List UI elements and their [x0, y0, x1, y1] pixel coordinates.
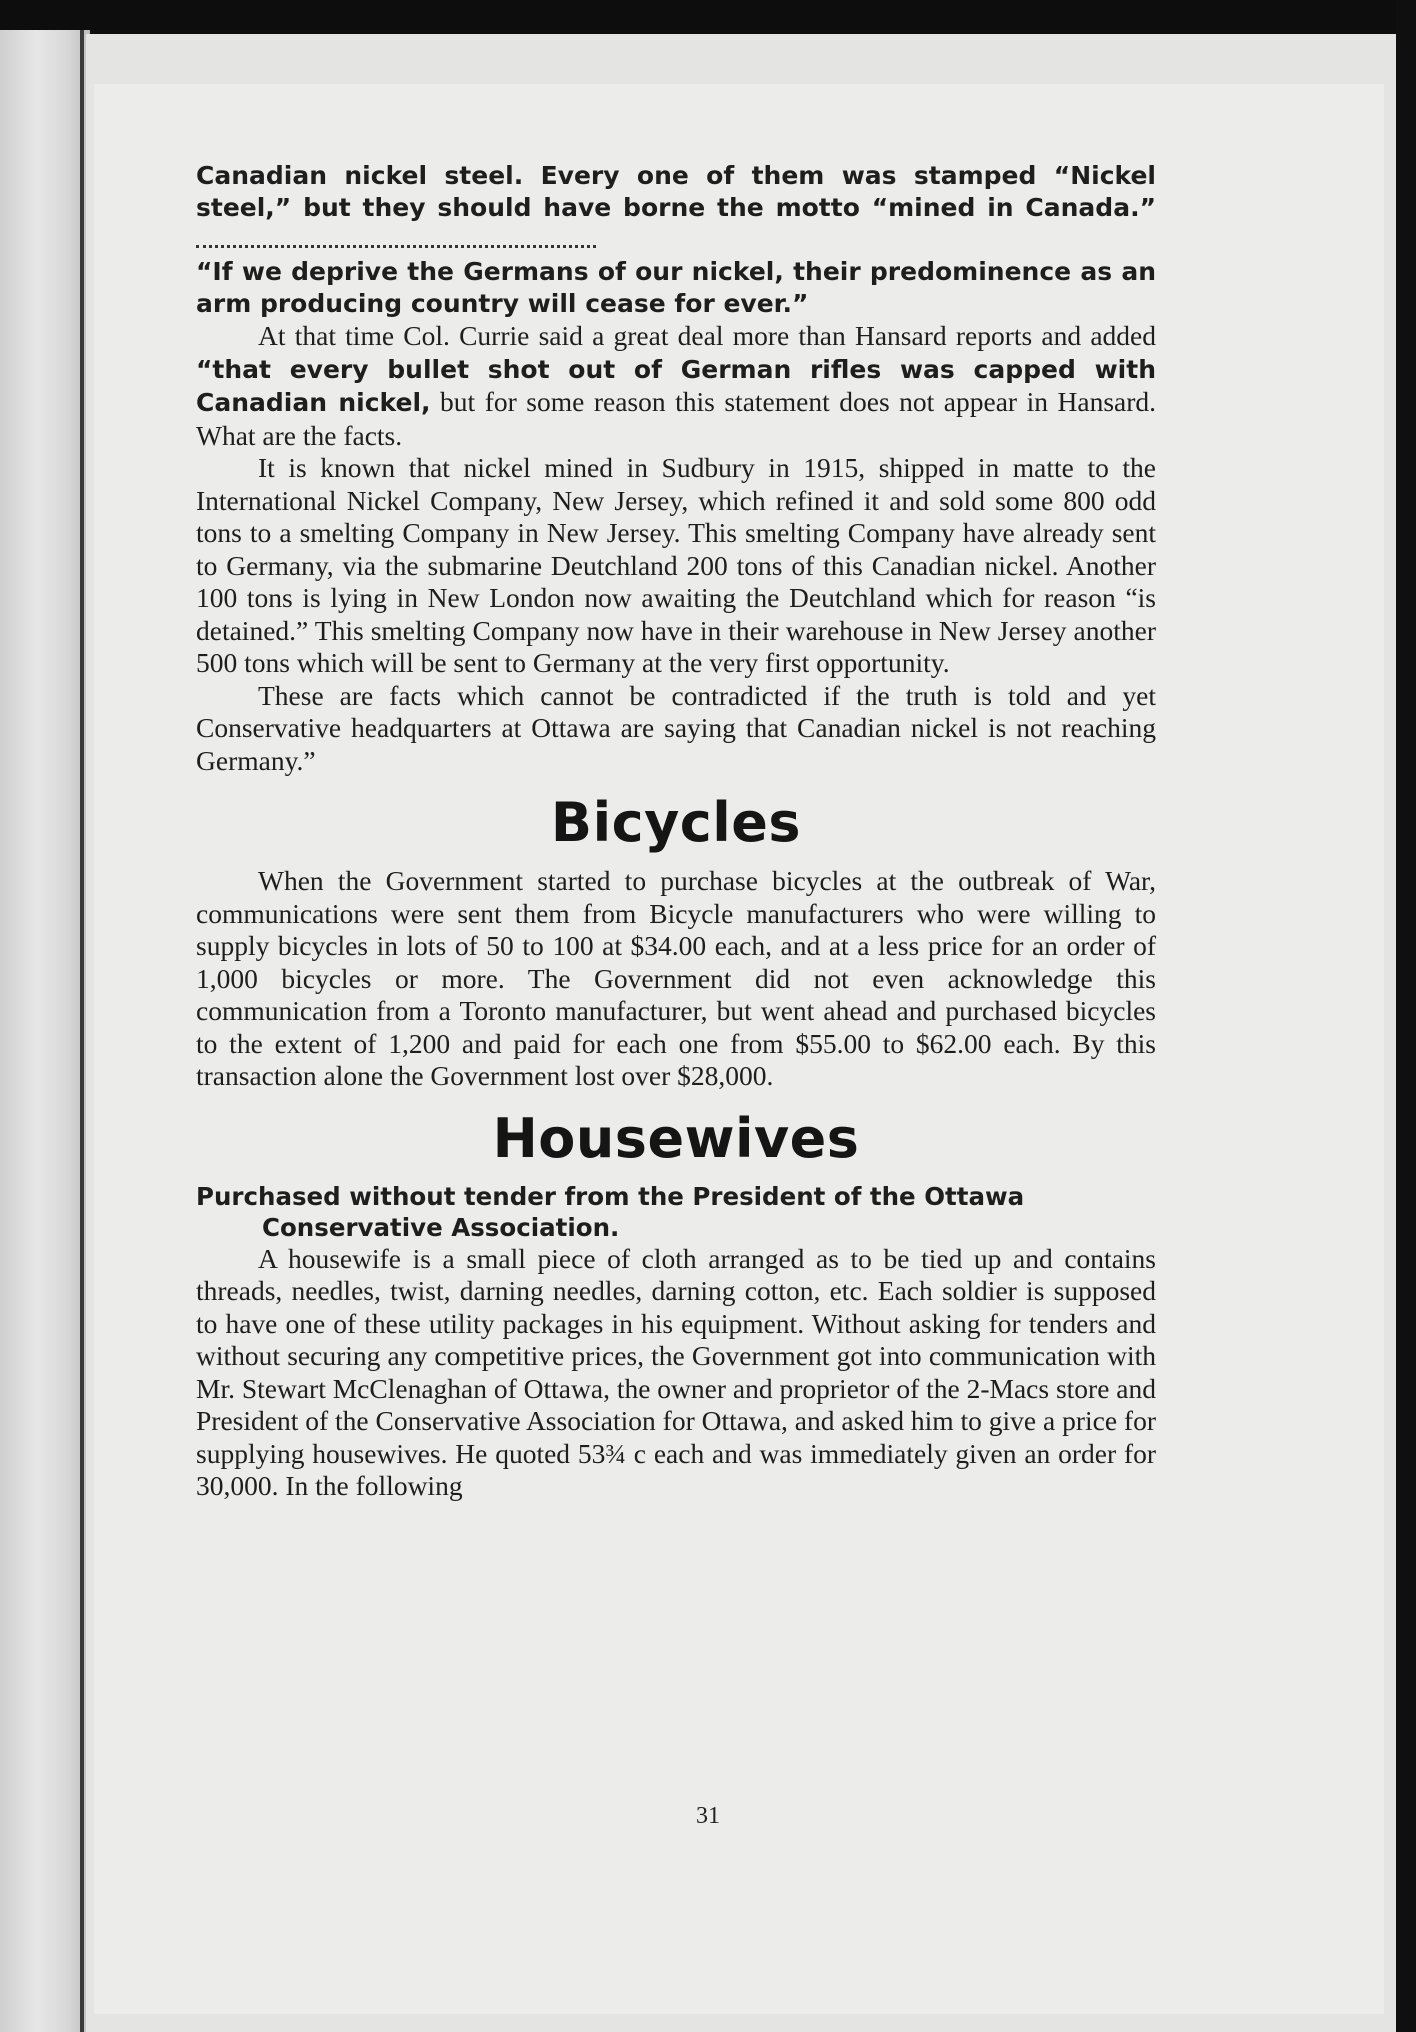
currie-text-end: but for some reason this statement does not appear in Hansard. What are the facts. [196, 386, 1157, 451]
scan-top-border [0, 0, 1416, 34]
dotted-leader [196, 227, 596, 248]
housewives-paragraph: A housewife is a small piece of cloth arranged as to be tied up and contains threads, needles, twist, darning needles, darning cotton, etc. Each soldier is supposed to have one of these utility packages in his equipment. Without asking for tenders and without securing any competitive prices, the Government got into communication with Mr. Stewart McClenaghan of Ottawa, the owner and proprietor of the 2-Macs store and President of the Conservative Association for Ottawa, and asked him to give a price for supplying housewives. He quoted 53¾ c each and was immediately given an order for 30,000. In the following [196, 1242, 1156, 1501]
currie-text-start: At that time Col. Currie said a great deal more than Hansard reports and added [258, 320, 1156, 351]
page-text [196, 160, 1156, 1800]
bicycles-paragraph: When the Government started to purchase bicycles at the outbreak of War, communications were sent them from Bicycle manufacturers who were willing to supply bicycles in lots of 50 to 100 at $34.00 each, and at a less price for an order of 1,000 bicycles or more. The Government did not even acknowledge this communication from a Toronto manufacturer, but went ahead and purchased bicycles to the extent of 1,200 and paid for each one from $55.00 to $62.00 each. By this transaction alone the Government lost over $28,000. [196, 865, 1156, 1091]
housewives-subheading [196, 1181, 1156, 1243]
subheading-line-2: Conservative Association. [262, 1212, 620, 1242]
page-number: 31 [696, 1803, 720, 1829]
sudbury-paragraph: It is known that nickel mined in Sudbury in 1915, shipped in matte to the International Nickel Company, New Jersey, which refined it and sold some 800 odd tons to a smelting Company in New Jersey. This smelting Company have already sent to Germany, via the submarine Deutchland 200 tons of this Canadian nickel. Another 100 tons is lying in New London now awaiting the Deutchland which for reason “is detained.” This smelting Company now have in their warehouse in New Jersey another 500 tons which will be sent to Germany at the very first opportunity. [196, 452, 1156, 678]
book-spine [0, 30, 90, 2032]
opening-text: Canadian nickel steel. Every one of them was stamped “Nickel steel,” but they should have borne the motto “mined in Canada.” [196, 161, 1156, 222]
subheading-line-1: Purchased without tender from the President of the Ottawa [196, 1181, 1025, 1211]
bicycles-heading: Bicycles [550, 791, 802, 854]
facts-paragraph: These are facts which cannot be contradicted if the truth is told and yet Conservative headquarters at Ottawa are saying that Canadian nickel is not reaching Germany.” [196, 679, 1156, 776]
spine-fold-line [80, 30, 84, 2032]
quoted-paragraph: “If we deprive the Germans of our nickel, their predominence as an arm producing country will cease for ever.” [196, 257, 1156, 318]
housewives-heading: Housewives [492, 1106, 860, 1170]
currie-paragraph [196, 320, 1156, 452]
scan-right-border [1396, 0, 1416, 2032]
opening-paragraph [196, 160, 1156, 256]
currie-text-bold: “that every bullet shot out of German rifles was capped with Canadian nickel, [196, 354, 1156, 417]
